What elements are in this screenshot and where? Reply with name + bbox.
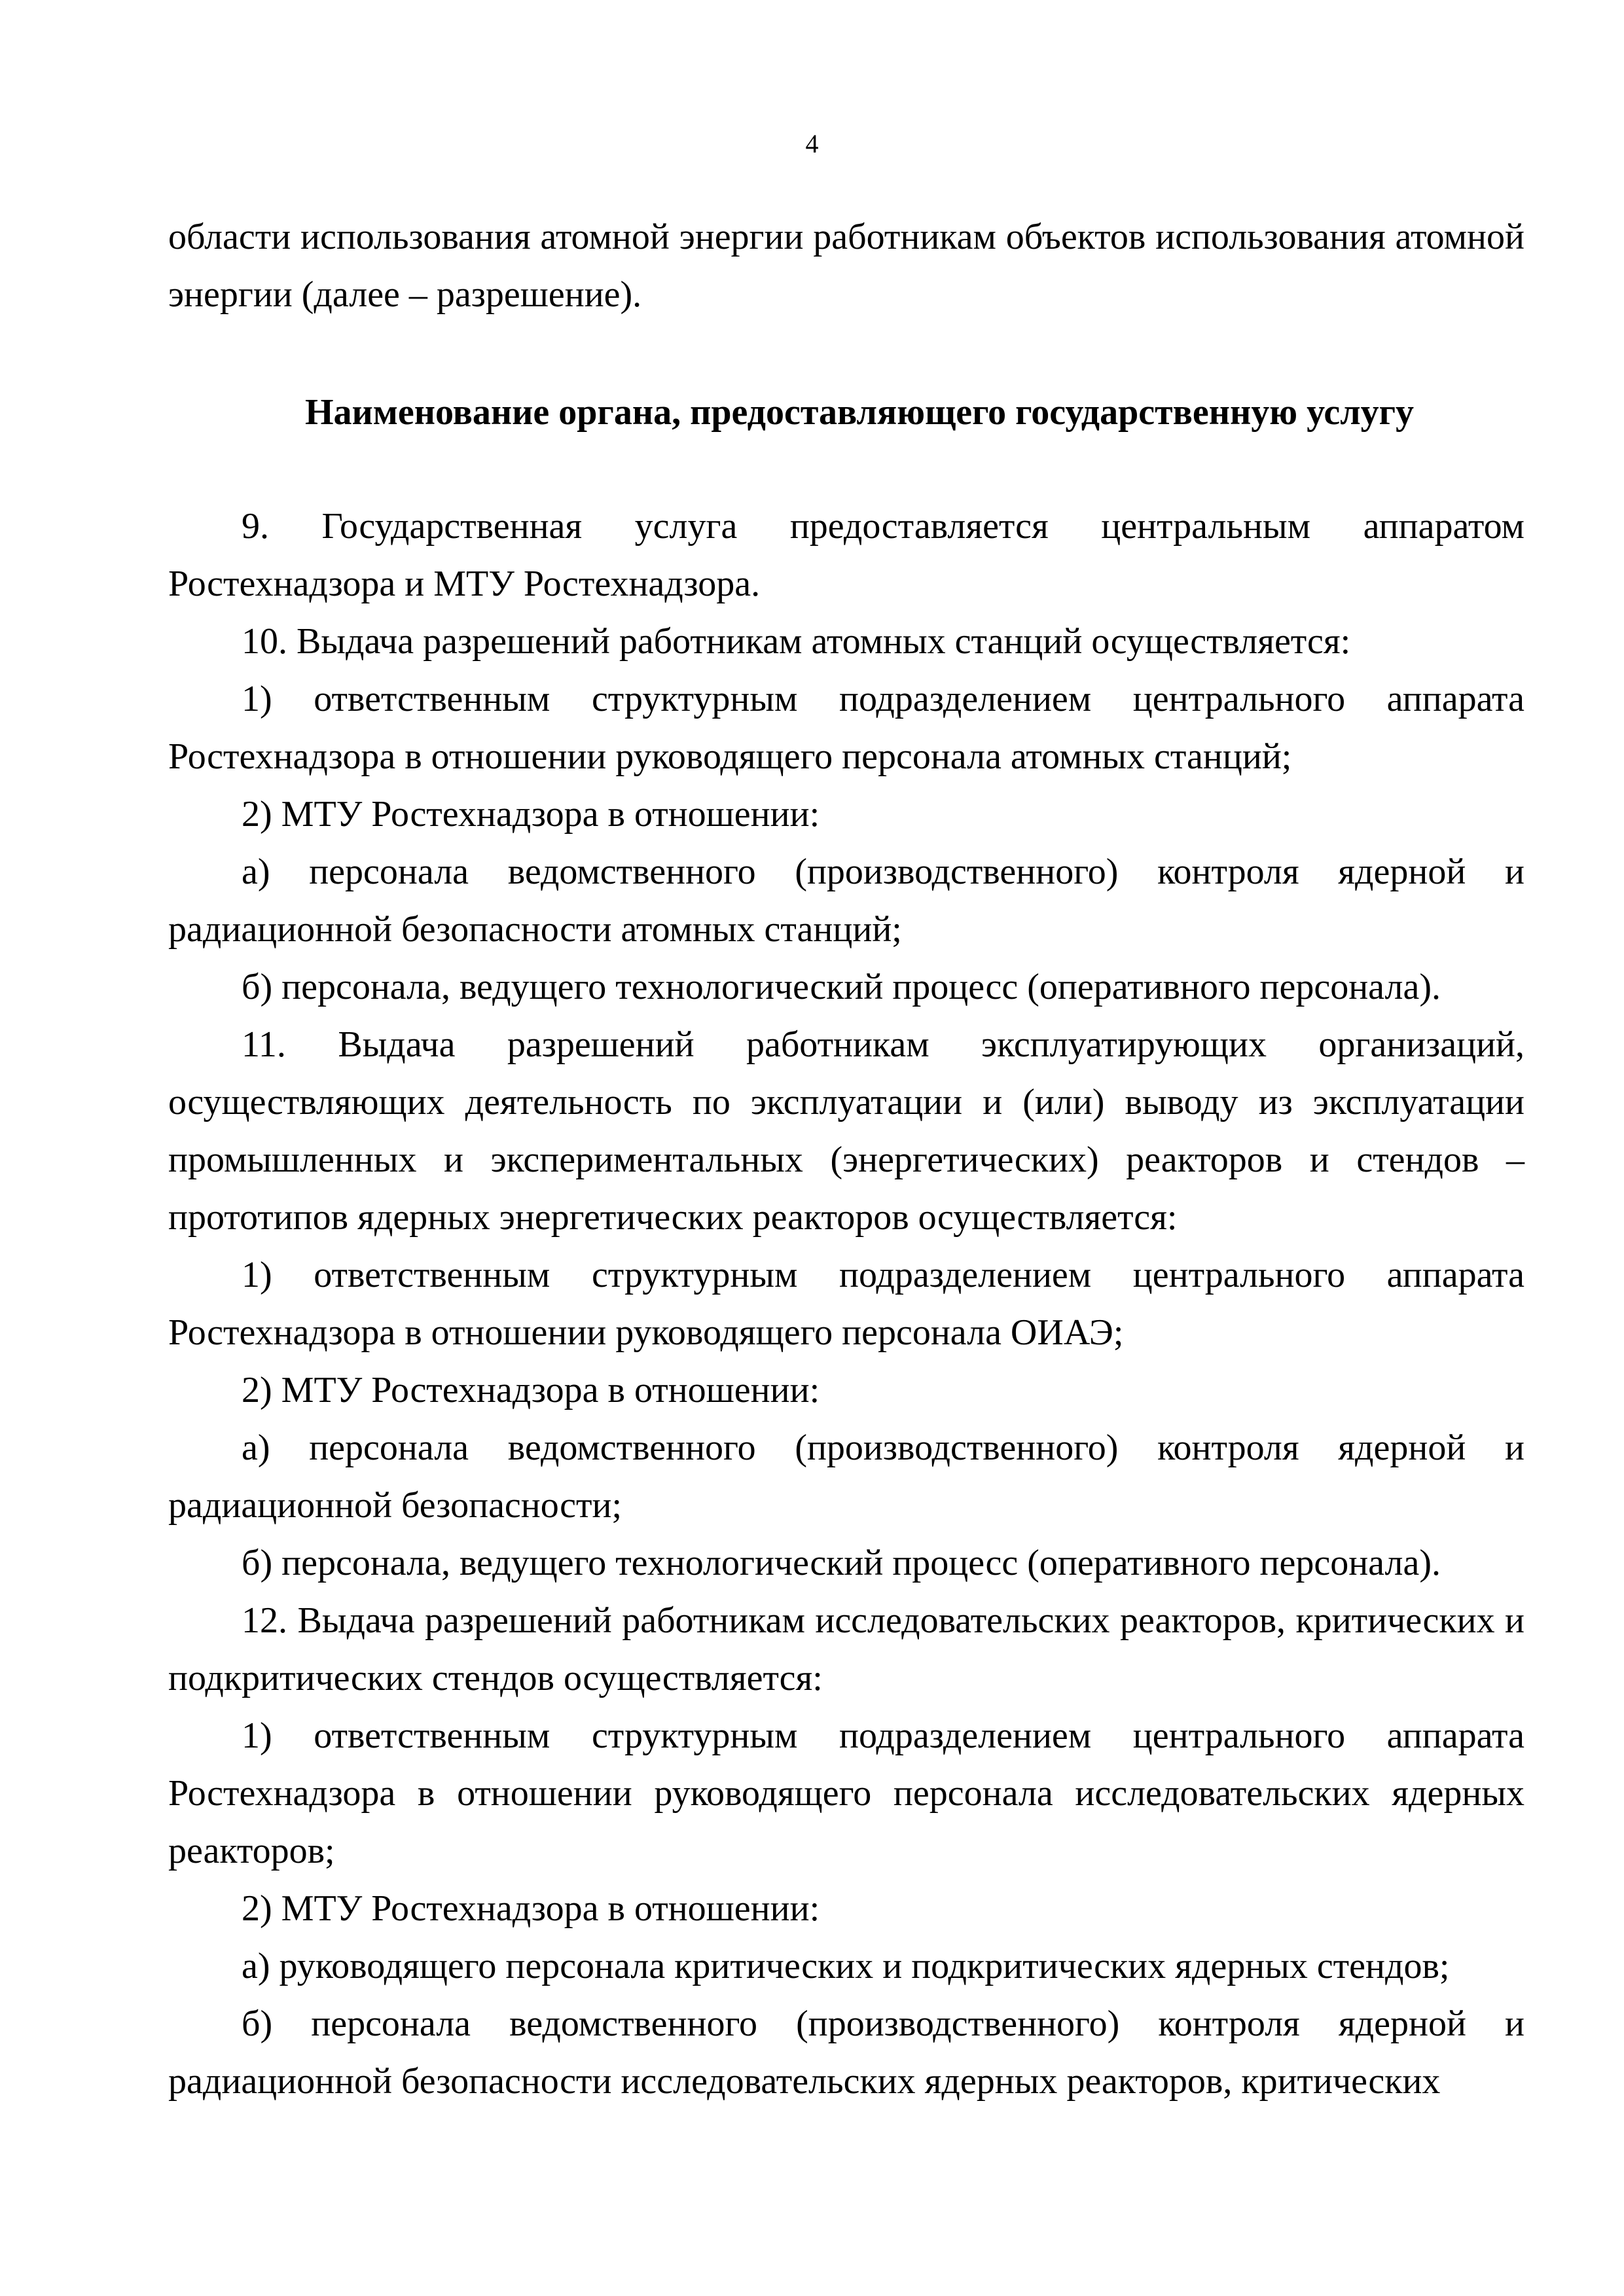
paragraph-12-item-2a: а) руководящего персонала критических и подкритических ядерных стендов; bbox=[242, 1946, 1450, 1986]
document-body bbox=[168, 208, 1525, 2110]
paragraph-11-item-2: 2) МТУ Ростехнадзора в отношении: bbox=[242, 1370, 820, 1410]
intro-paragraph: области использования атомной энергии работникам объектов использования атомной энергии (далее – разрешение). bbox=[168, 217, 1525, 315]
page-number: 4 bbox=[805, 129, 819, 158]
paragraph-11: 11. Выдача разрешений работникам эксплуатирующих организаций, осуществляющих деятельность по эксплуатации и (или) выводу из эксплуатации промышленных и экспериментальных (энергетических) реакторов и стендов – прототипов ядерных энергетических реакторов осуществляется: bbox=[168, 1024, 1525, 1238]
paragraph-9: 9. Государственная услуга предоставляется центральным аппаратом Ростехнадзора и МТУ Ростехнадзора. bbox=[168, 506, 1525, 604]
paragraph-10-item-2: 2) МТУ Ростехнадзора в отношении: bbox=[242, 794, 820, 834]
paragraph-12-item-2b: б) персонала ведомственного (производственного) контроля ядерной и радиационной безопасности исследовательских ядерных реакторов, критических bbox=[168, 2003, 1525, 2102]
paragraph-10-item-2b: б) персонала, ведущего технологический процесс (оперативного персонала). bbox=[242, 967, 1441, 1007]
section-heading: Наименование органа, предоставляющего государственную услугу bbox=[304, 392, 1415, 433]
paragraph-10: 10. Выдача разрешений работникам атомных станций осуществляется: bbox=[242, 621, 1351, 662]
paragraph-12: 12. Выдача разрешений работникам исследовательских реакторов, критических и подкритических стендов осуществляется: bbox=[168, 1600, 1525, 1698]
paragraph-11-item-2a: а) персонала ведомственного (производственного) контроля ядерной и радиационной безопасности; bbox=[168, 1427, 1525, 1526]
paragraph-11-item-2b: б) персонала, ведущего технологический процесс (оперативного персонала). bbox=[242, 1543, 1441, 1583]
paragraph-10-item-2a: а) персонала ведомственного (производственного) контроля ядерной и радиационной безопасности атомных станций; bbox=[168, 852, 1525, 950]
paragraph-12-item-1: 1) ответственным структурным подразделением центрального аппарата Ростехнадзора в отношении руководящего персонала исследовательских ядерных реакторов; bbox=[168, 1715, 1525, 1871]
paragraph-10-item-1: 1) ответственным структурным подразделением центрального аппарата Ростехнадзора в отношении руководящего персонала атомных станций; bbox=[168, 679, 1525, 777]
paragraph-12-item-2: 2) МТУ Ростехнадзора в отношении: bbox=[242, 1888, 820, 1929]
paragraph-11-item-1: 1) ответственным структурным подразделением центрального аппарата Ростехнадзора в отношении руководящего персонала ОИАЭ; bbox=[168, 1255, 1525, 1353]
